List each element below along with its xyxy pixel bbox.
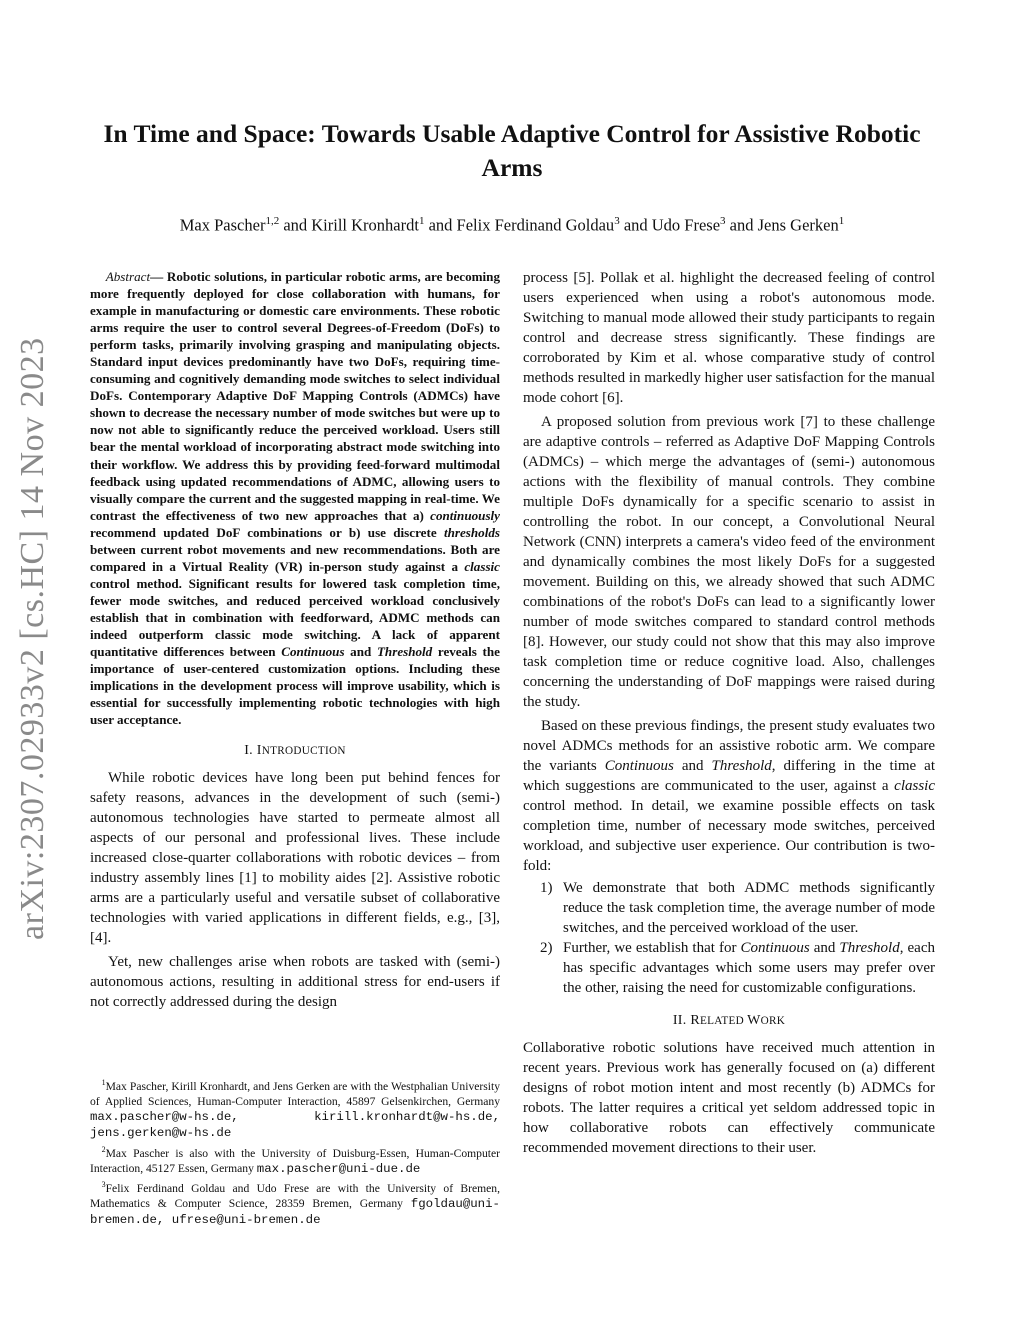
author-list	[90, 210, 934, 237]
arxiv-identifier: arXiv:2307.02933v2 [cs.HC] 14 Nov 2023	[14, 337, 51, 940]
intro-paragraph: Yet, new challenges arise when robots are tasked with (semi-) autonomous actions, resulting in additional stress for end-users if not correctly addressed during the design	[90, 954, 500, 1011]
abstract-text: reveals the importance of user-centered customization options. Including these implications in the development process will improve usability, which is essential for successfully implementing robotic technologies with high user acceptance.	[90, 644, 500, 728]
abstract-emphasis: thresholds	[443, 524, 500, 540]
affiliation-marker: 3	[720, 215, 726, 227]
intro-paragraph: While robotic devices have long been put behind fences for safety reasons, advances in the development of such (semi-) autonomous technologies have started to permeate almost all aspects of our personal and professional lives. These include increased close-quarter collaborations with robotic devices – from industry assembly lines [1] to mobility aides [2]. Assistive robotic arms are a particularly useful and versatile subset of collaborative technologies with varied applications in different fields, e.g., [3], [4].	[90, 770, 500, 947]
intro-paragraph: A proposed solution from previous work [7] to these challenge are adaptive controls – referred as Adaptive DoF Mapping Controls (ADMCs) – which merge the advantages of (semi-) autonomous actions with the flexibility of manual controls. They combine multiple DoFs dynamically for a specific scenario to assist in controlling the robot. In our concept, a Convolutional Neural Network (CNN) interprets a camera's video feed of the environment and dynamically combines the most likely DoFs for a suggested movement. Building on this, we already showed that such ADMC combinations of the robot's DoFs can lead to a significantly lower number of mode switches compared to standard control methods [8]. However, our study could not show that this may also improve task completion time or reduce cognitive load. Also, challenges concerning the understanding of DoF mappings were raised during the study.	[523, 414, 935, 710]
abstract-emphasis: Continuous	[281, 644, 345, 660]
right-column	[523, 268, 935, 1158]
section-heading-related-work: II. RELATED WORK	[672, 1013, 786, 1028]
paper-title: In Time and Space: Towards Usable Adaptive Control for Assistive Robotic Arms	[103, 119, 921, 182]
section-heading-introduction: I. INTRODUCTION	[244, 743, 346, 759]
author-separator: and	[424, 215, 457, 235]
author-separator: and	[619, 215, 652, 235]
author-separator: and	[725, 215, 758, 235]
contribution-list	[523, 878, 935, 998]
abstract-text: between current robot movements and new recommendations. Both are compared in a Virtual Reality (VR) in-person study against a	[90, 541, 500, 574]
abstract-text: and	[344, 644, 377, 660]
abstract-dash: —	[150, 269, 167, 284]
related-work-paragraph: Collaborative robotic solutions have received much attention in recent years. Previous work has generally focused on (a) different designs of robot motion intent and most recently (b) ADMCs for robots. The latter requires a critical yet seldom addressed topic in how collaborative robots can effectively communicate recommended movement directions to their user.	[523, 1040, 935, 1156]
intro-paragraph: process [5]. Pollak et al. highlight the decreased feeling of control users experienced when using a robot's autonomous mode. Switching to manual mode allowed their study participants to regain control and decrease stress significantly. These findings are corroborated by Kim et al. whose comparative study of control methods resulted in markedly higher user satisfaction for the manual mode cohort [6].	[523, 270, 935, 406]
author-name: Felix Ferdinand Goldau	[456, 215, 615, 235]
abstract-emphasis: classic	[464, 558, 500, 574]
abstract-text: control method. Significant results for lowered task completion time, fewer mode switches, and reduced perceived workload conclusively establish that in combination with feedforward, ADMC methods can indeed outperform classic mode switching. A lack of apparent quantitative differences between	[90, 575, 500, 660]
footnotes	[90, 1075, 500, 1228]
list-item: 1) We demonstrate that both ADMC methods significantly reduce the task completion time, the average number of mode switches, and the perceived workload of the user.	[540, 880, 935, 936]
abstract-text: Robotic solutions, in particular robotic arms, are becoming more frequently deployed for close collaboration with humans, for example in manufacturing or domestic care environments. These robotic arms require the user to control several Degrees-of-Freedom (DoFs) to perform tasks, primarily involving grasping and manipulating objects. Standard input devices predominantly have two DoFs, requiring time-consuming and cognitively demanding mode switches to select individual DoFs. Contemporary Adaptive DoF Mapping Controls (ADMCs) have shown to decrease the necessary number of mode switches but were up to now not able to significantly reduce the perceived workload. Users still bear the mental workload of incorporating abstract mode switching into their workflow. We address this by providing feed-forward multimodal feedback using updated recommendations of ADMC, allowing users to visually compare the current and the suggested mapping in real-time. We contrast the effectiveness of two new approaches that a)	[90, 269, 500, 523]
footnote: $^2$Max Pascher is also with the University of Duisburg-Essen, Human-Computer Interaction, 45127 Essen, Germany max.pascher@uni-due.de	[90, 1144, 500, 1176]
affiliation-marker: 1,2	[265, 215, 280, 227]
abstract	[90, 268, 500, 728]
footnote: $^1$Max Pascher, Kirill Kronhardt, and Jens Gerken are with the Westphalian University of Applied Sciences, Human-Computer Interaction, 45897 Gelsenkirchen, Germany max.pascher@w-hs.de, kirill.kronhardt@w-hs.de, jens.gerken@w-hs.de	[90, 1078, 500, 1141]
left-column	[90, 268, 500, 1012]
abstract-emphasis: Threshold	[376, 644, 433, 660]
abstract-text: recommend updated DoF combinations or b) use discrete	[90, 524, 444, 540]
author-name: Jens Gerken	[757, 215, 839, 235]
affiliation-marker: 1	[838, 215, 845, 227]
author-separator: and	[279, 215, 312, 235]
affiliation-marker: 1	[418, 215, 425, 227]
affiliation-marker: 3	[614, 215, 620, 227]
abstract-label: Abstract	[105, 269, 151, 284]
intro-paragraph: Based on these previous findings, the present study evaluates two novel ADMCs methods for an assistive robotic arm. We compare the variants Continuous and Threshold, differing in the time at which suggestions are communicated to the user, against a classic control method. In detail, we examine possible effects on task completion time, number of necessary mode switches, perceived workload, and subjective user experience. Our contribution is two-fold:	[523, 718, 935, 874]
author-name: Max Pascher	[179, 215, 266, 235]
abstract-emphasis: continuously	[430, 507, 500, 523]
list-item: 2) Further, we establish that for Continuous and Threshold, each has specific advantages which some users may prefer over the other, raising the need for customizable configurations.	[540, 940, 935, 996]
author-name: Kirill Kronhardt	[311, 215, 419, 235]
author-name: Udo Frese	[651, 215, 721, 235]
footnote: $^3$Felix Ferdinand Goldau and Udo Frese are with the University of Bremen, Mathematics & Computer Science, 28359 Bremen, Germany fgoldau@uni-bremen.de, ufrese@uni-bremen.de	[90, 1179, 500, 1228]
